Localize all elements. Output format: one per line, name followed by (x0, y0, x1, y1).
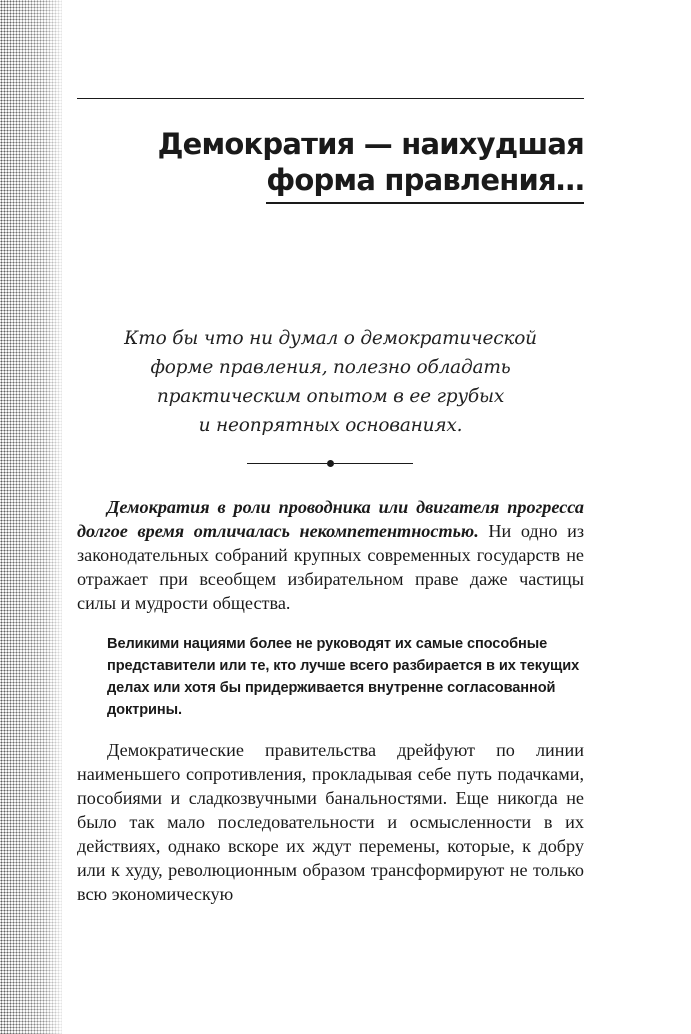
page-edge-fade (0, 0, 62, 1034)
epigraph-line: Кто бы что ни думал о демократической (124, 328, 537, 349)
ornament-line-left (247, 463, 327, 464)
chapter-title (104, 126, 584, 204)
epigraph-line: и неопрятных основаниях. (198, 415, 463, 436)
paragraph-1 (77, 495, 584, 615)
paragraph-3: Демократические правительства дрейфуют по линии наименьшего сопротивления, прокладывая себе путь подачками, пособиями и сладкозвучными банальностями. Еще никогда не было так мало последовательности и осмысленности в их действиях, однако вскоре их ждут перемены, которые, к добру или к худу, революционным образом трансформируют не только всю экономическую (77, 740, 584, 904)
epigraph-line: практическим опытом в ее грубых (156, 386, 505, 407)
callout-paragraph: Великими нациями более не руководят их самые способные представители или те, кто лучше всего разбирается в их текущих делах или хотя бы придерживается внутренне согласованной доктрины. (107, 636, 580, 718)
paragraph-1-text: Ни одно из законодательных собраний крупных современных государств не отражает при всеобщем избирательном праве даже частицы силы и мудрости общества. (77, 521, 584, 613)
header-rule (77, 98, 584, 99)
chapter-title-line2: форма правления… (266, 162, 584, 204)
epigraph (77, 324, 584, 440)
paragraph-1-emphasis: Демократия в роли проводника или двигателя прогресса долгое время отличалась некомпетентностью. (77, 497, 584, 541)
ornament-line-right (334, 463, 413, 464)
epigraph-line: форме правления, полезно обладать (150, 357, 511, 378)
chapter-title-line1: Демократия — наихудшая (157, 127, 584, 161)
ornament-dot (327, 460, 334, 467)
